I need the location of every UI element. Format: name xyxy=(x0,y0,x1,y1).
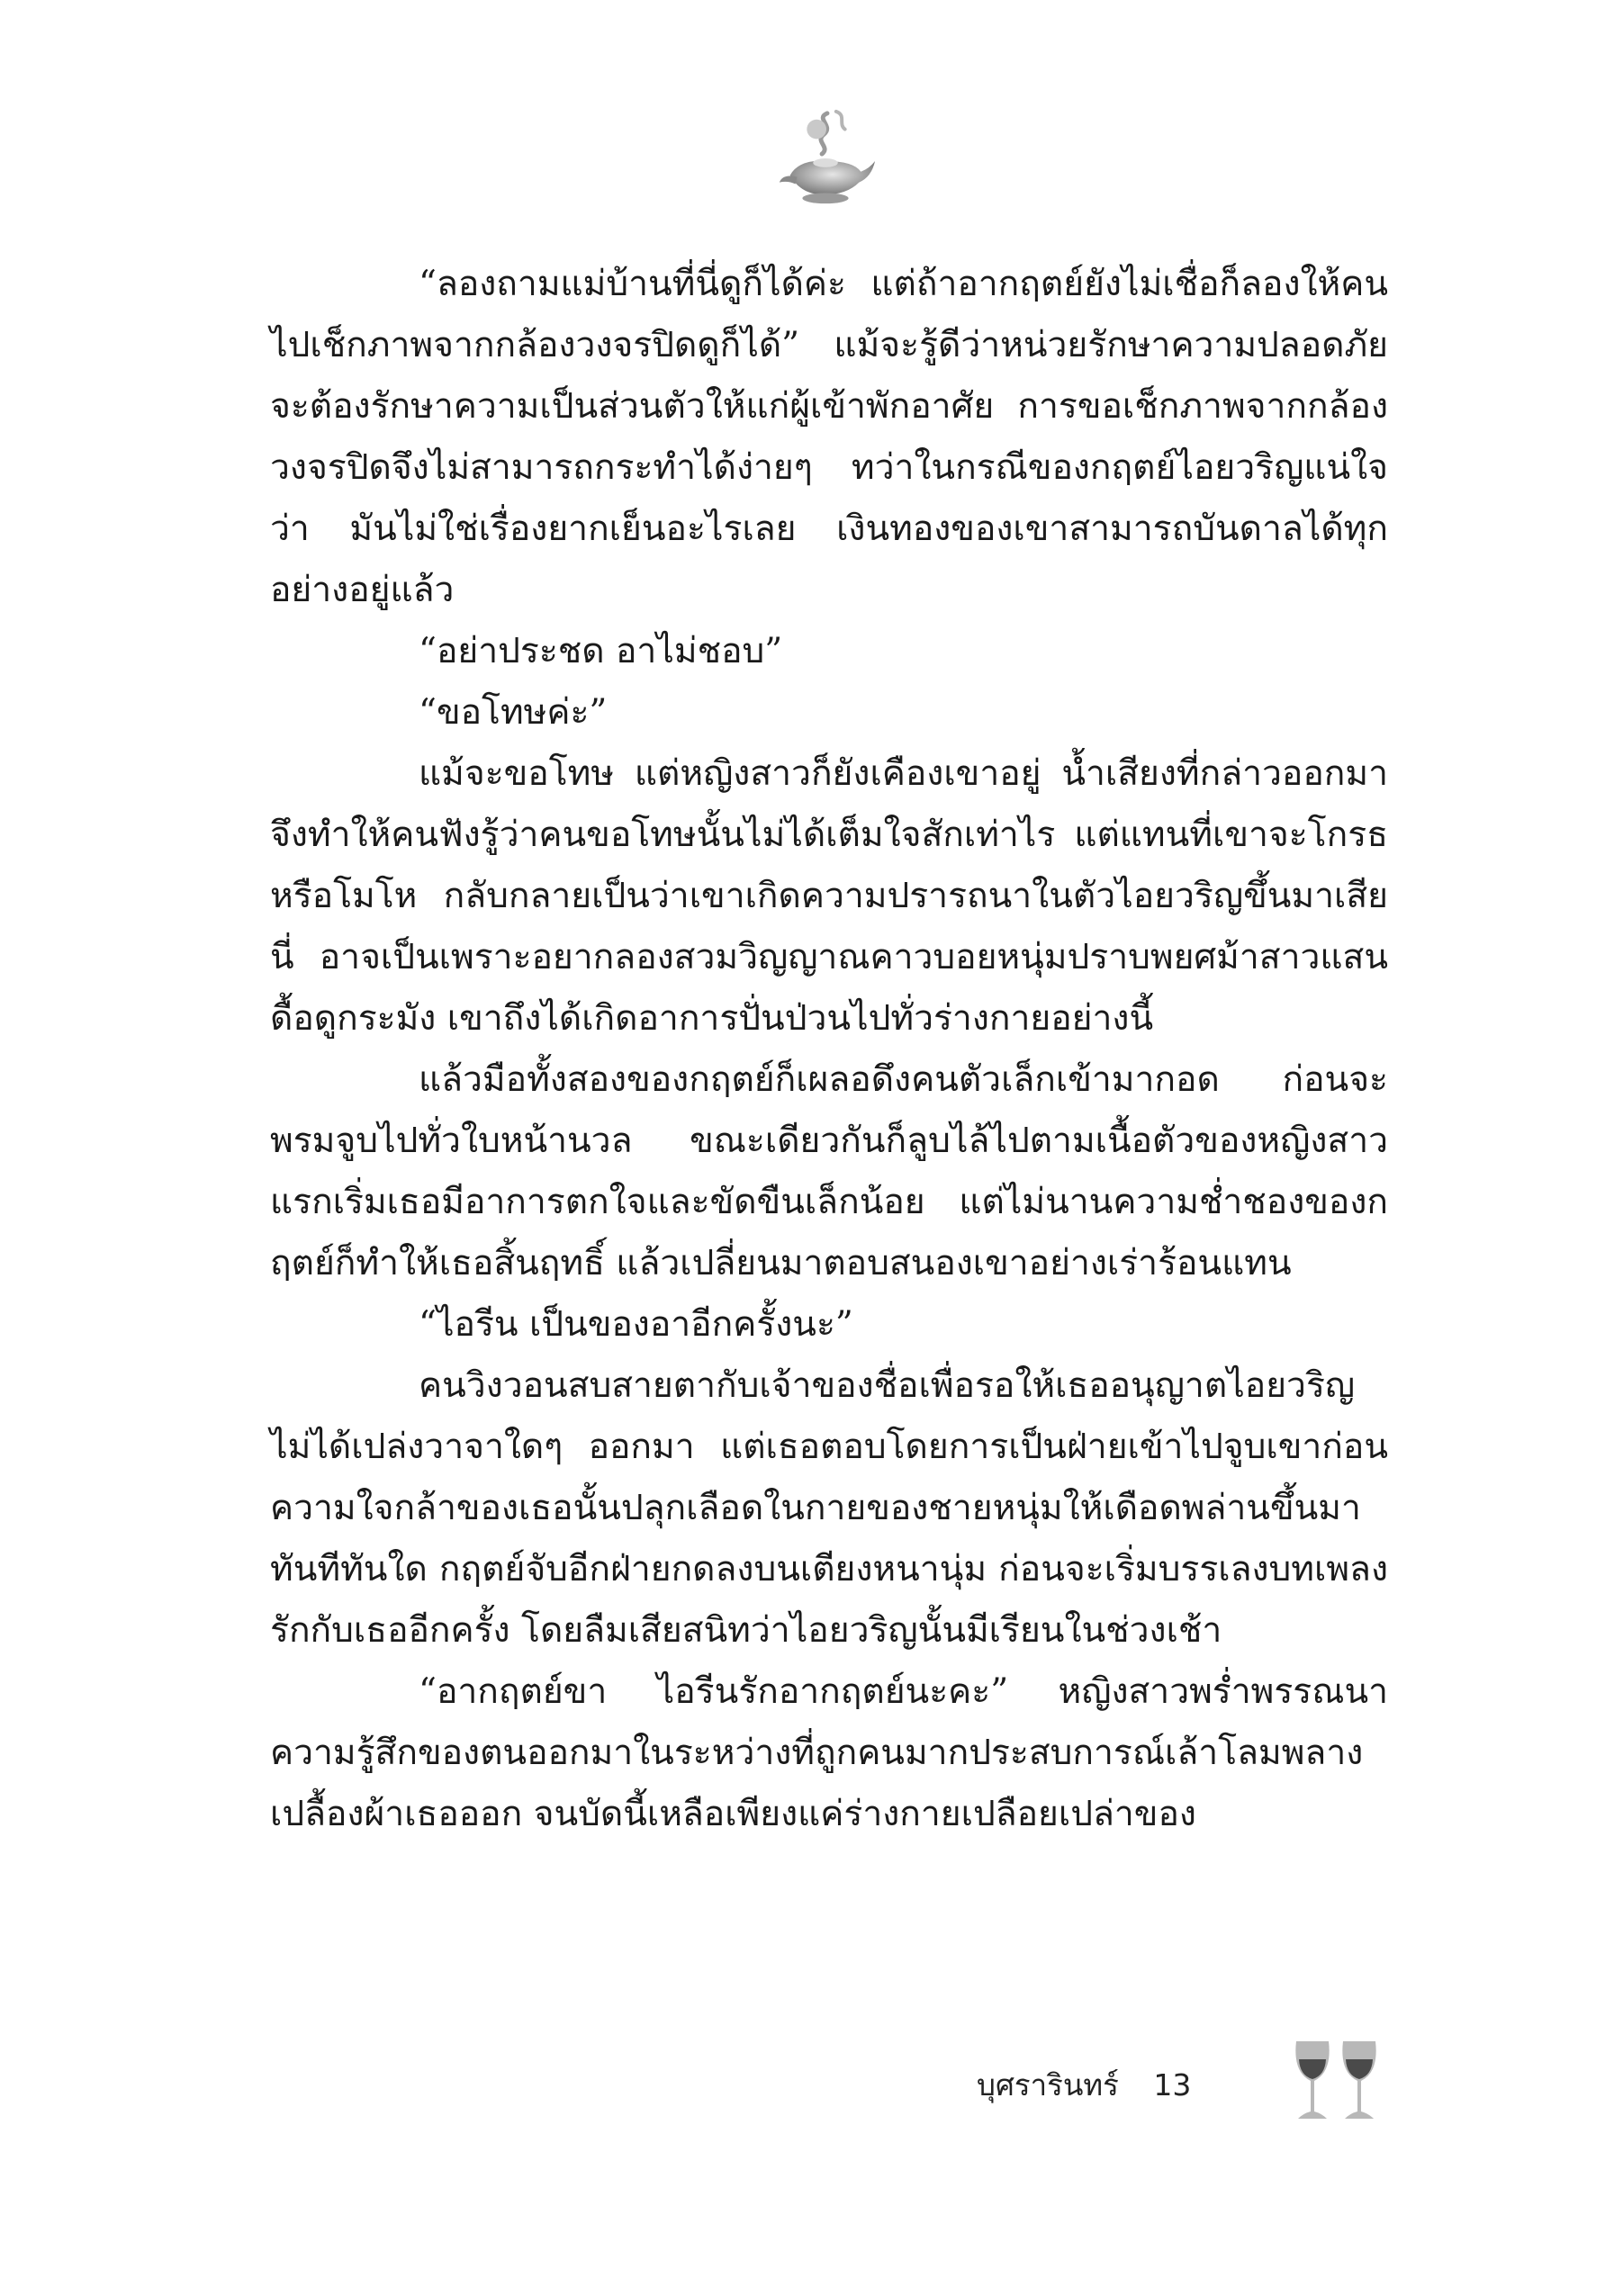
paragraph: แล้วมือทั้งสองของกฤตย์ก็เผลอดึงคนตัวเล็กเข้ามากอด ก่อนจะพรมจูบไปทั่วใบหน้านวล ขณะเดียวกันก็ลูบไล้ไปตามเนื้อตัวของหญิงสาว แรกเริ่มเธอมีอาการตกใจและขัดขืนเล็กน้อย แต่ไม่นานความช่ำชองของกฤตย์ก็ทำให้เธอสิ้นฤทธิ์ แล้วเปลี่ยนมาตอบสนองเขาอย่างเร่าร้อนแทน xyxy=(270,1059,1388,1283)
paragraph: คนวิงวอนสบสายตากับเจ้าของชื่อเพื่อรอให้เธออนุญาตไอยวริญไม่ได้เปล่งวาจาใดๆ ออกมา แต่เธอตอบโดยการเป็นฝ่ายเข้าไปจูบเขาก่อน ความใจกล้าของเธอนั้นปลุกเลือดในกายของชายหนุ่มให้เดือดพล่านขึ้นมาทันทีทันใด กฤตย์จับอีกฝ่ายกดลงบนเตียงหนานุ่ม ก่อนจะเริ่มบรรเลงบทเพลงรักกับเธออีกครั้ง โดยลืมเสียสนิทว่าไอยวริญนั้นมีเรียนในช่วงเช้า xyxy=(270,1365,1388,1651)
page-footer xyxy=(977,2061,1191,2109)
wine-glasses-icon xyxy=(1287,2032,1386,2131)
body-text xyxy=(270,254,1388,1845)
paragraph: แม้จะขอโทษ แต่หญิงสาวก็ยังเคืองเขาอยู่ น้ำเสียงที่กล่าวออกมาจึงทำให้คนฟังรู้ว่าคนขอโทษนั้นไม่ได้เต็มใจสักเท่าไร แต่แทนที่เขาจะโกรธหรือโมโห กลับกลายเป็นว่าเขาเกิดความปรารถนาในตัวไอยวริญขึ้นมาเสียนี่ อาจเป็นเพราะอยากลองสวมวิญญาณคาวบอยหนุ่มปราบพยศม้าสาวแสนดื้อดูกระมัง เขาถึงได้เกิดอาการปั่นป่วนไปทั่วร่างกายอย่างนี้ xyxy=(270,753,1388,1039)
paragraph: “อากฤตย์ขา ไอรีนรักอากฤตย์นะคะ” หญิงสาวพร่ำพรรณนาความรู้สึกของตนออกมาในระหว่างที่ถูกคนมากประสบการณ์เล้าโลมพลางเปลื้องผ้าเธอออก จนบัดนี้เหลือเพียงแค่ร่างกายเปลือยเปล่าของ xyxy=(270,1671,1388,1834)
author-name: บุศรารินทร์ xyxy=(977,2067,1119,2102)
dialogue-line: “อย่าประชด อาไม่ชอบ” xyxy=(419,631,783,671)
dialogue-line: “ขอโทษค่ะ” xyxy=(419,692,608,733)
paragraph: “ลองถามแม่บ้านที่นี่ดูก็ได้ค่ะ แต่ถ้าอากฤตย์ยังไม่เชื่อก็ลองให้คนไปเช็กภาพจากกล้องวงจรปิดดูก็ได้” แม้จะรู้ดีว่าหน่วยรักษาความปลอดภัยจะต้องรักษาความเป็นส่วนตัวให้แก่ผู้เข้าพักอาศัย การขอเช็กภาพจากกล้องวงจรปิดจึงไม่สามารถกระทำได้ง่ายๆ ทว่าในกรณีของกฤตย์ไอยวริญแน่ใจว่า มันไม่ใช่เรื่องยากเย็นอะไรเลย เงินทองของเขาสามารถบันดาลได้ทุกอย่างอยู่แล้ว xyxy=(270,264,1388,610)
magic-lamp-icon xyxy=(772,106,879,212)
dialogue-line: “ไอรีน เป็นของอาอีกครั้งนะ” xyxy=(419,1304,853,1345)
page-number: 13 xyxy=(1153,2067,1192,2102)
